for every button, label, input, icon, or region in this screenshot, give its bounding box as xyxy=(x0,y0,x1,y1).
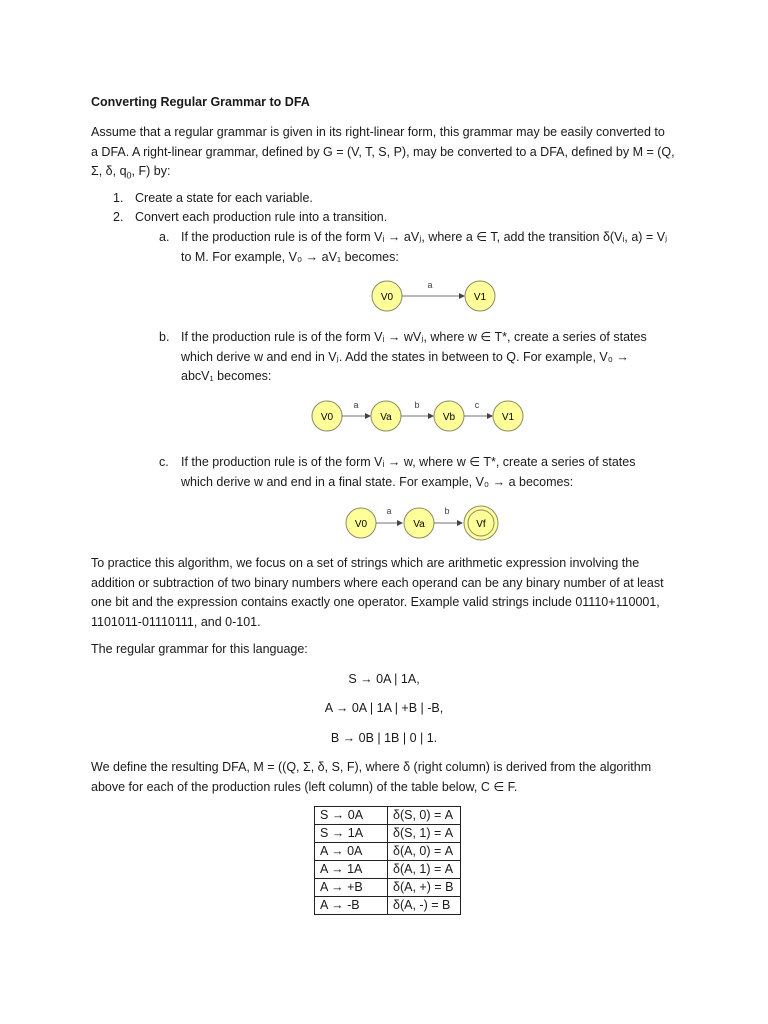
case-c: c. If the production rule is of the form Vᵢ → w, where w ∈ T*, create a series of states which derive w and end in a final state. For example, V₀ → a becomes: xyxy=(159,453,679,493)
document-title: Converting Regular Grammar to DFA xyxy=(91,95,310,109)
case-c-line-1: If the production rule is of the form Vᵢ → w, where w ∈ T*, create a series of states xyxy=(181,455,636,469)
arrow-head xyxy=(397,520,403,526)
grammar-intro: The regular grammar for this language: xyxy=(91,642,308,656)
arrow-head xyxy=(487,413,493,419)
state-label: V1 xyxy=(501,412,515,423)
state-label: V0 xyxy=(380,292,394,303)
transition-label: a xyxy=(427,280,433,290)
dfa-paragraph xyxy=(91,758,691,797)
dfa-line-2: above for each of the production rules (left column) of the table below, C ∈ F. xyxy=(91,779,518,794)
state-label: V0 xyxy=(320,412,334,423)
arrow-head xyxy=(457,520,463,526)
arrow-head xyxy=(428,413,434,419)
practice-line-1: To practice this algorithm, we focus on a set of strings which are arithmetic expression involving the xyxy=(91,556,640,570)
production-table xyxy=(314,806,461,915)
intro-line-3: Σ, δ, $q_0$, F) by: xyxy=(91,164,171,181)
transition-cell: δ(A, 1) = A xyxy=(388,861,461,879)
step-1: 1. Create a state for each variable. xyxy=(113,191,313,205)
case-a-line-1: If the production rule is of the form Vᵢ → aVⱼ, where a ∈ T, add the transition δ(Vᵢ, a) = Vⱼ xyxy=(181,230,668,244)
production-cell: A → -B xyxy=(315,897,388,915)
table-row xyxy=(315,843,461,861)
diagram-a xyxy=(360,276,510,316)
transition-label: b xyxy=(414,400,420,410)
state-label: V0 xyxy=(354,519,368,530)
table-row xyxy=(315,825,461,843)
practice-paragraph xyxy=(91,554,691,632)
transition-cell: δ(S, 1) = A xyxy=(388,825,461,843)
case-b-line-2: which derive w and end in Vⱼ. Add the states in between to Q. For example, V₀ → xyxy=(181,349,629,364)
intro-line-1: Assume that a regular grammar is given in its right-linear form, this grammar may be easily converted to xyxy=(91,125,665,139)
transition-label: a xyxy=(386,506,392,516)
case-b: b. If the production rule is of the form Vᵢ → wVⱼ, where w ∈ T*, create a series of states which derive w and end in Vⱼ. Add the states in between to Q. For example, V₀ → abcV₁ becomes: xyxy=(159,328,679,388)
arrow-head xyxy=(459,293,465,299)
case-a: a. If the production rule is of the form Vᵢ → aVⱼ, where a ∈ T, add the transition δ(Vᵢ, a) = Vⱼ to M. For example, V₀ → aV₁ becomes: xyxy=(159,228,679,268)
grammar-rule-s: S → 0A | 1A, xyxy=(348,672,420,686)
production-cell: A → 1A xyxy=(315,861,388,879)
case-b-line-3: abcV₁ becomes: xyxy=(181,369,272,383)
case-c-line-2: which derive w and end in a final state. For example, V₀ → a becomes: xyxy=(181,474,574,489)
transition-cell: δ(A, +) = B xyxy=(388,879,461,897)
case-a-line-2: to M. For example, V₀ → aV₁ becomes: xyxy=(181,249,399,264)
table-row xyxy=(315,807,461,825)
transition-cell: δ(S, 0) = A xyxy=(388,807,461,825)
state-label: Va xyxy=(413,519,425,530)
practice-line-3: one bit and the expression contains exactly one operator. Example valid strings include 01110+110001, xyxy=(91,595,660,609)
case-b-line-1: If the production rule is of the form Vᵢ → wVⱼ, where w ∈ T*, create a series of states xyxy=(181,330,647,344)
diagram-b xyxy=(305,396,535,436)
grammar-rule-a: A → 0A | 1A | +B | -B, xyxy=(324,701,444,715)
table-row xyxy=(315,861,461,879)
production-cell: S → 1A xyxy=(315,825,388,843)
state-label: Vf xyxy=(476,519,486,530)
production-cell: A → +B xyxy=(315,879,388,897)
practice-line-4: 1101011-01110111, and 0-101. xyxy=(91,614,261,629)
grammar-rule-b: B → 0B | 1B | 0 | 1. xyxy=(330,731,438,745)
transition-label: c xyxy=(474,400,480,410)
transition-label: a xyxy=(353,400,359,410)
intro-paragraph xyxy=(91,123,691,182)
transition-label: b xyxy=(444,506,450,516)
transition-cell: δ(A, -) = B xyxy=(388,897,461,915)
state-label: V1 xyxy=(473,292,487,303)
practice-line-2: addition or subtraction of two binary numbers where each operand can be any binary number of at least xyxy=(91,575,664,590)
dfa-line-1: We define the resulting DFA, M = ((Q, Σ, δ, S, F), where δ (right column) is derived from the algorithm xyxy=(91,760,652,774)
arrow-head xyxy=(365,413,371,419)
production-cell: S → 0A xyxy=(315,807,388,825)
state-label: Va xyxy=(380,412,392,423)
step-2: 2. Convert each production rule into a transition. xyxy=(113,210,388,224)
production-cell: A → 0A xyxy=(315,843,388,861)
intro-line-2: a DFA. A right-linear grammar, defined by G = (V, T, S, P), may be converted to a DFA, defined by M = (Q, xyxy=(91,144,675,159)
diagram-c xyxy=(339,502,509,544)
table-row xyxy=(315,879,461,897)
table-row xyxy=(315,897,461,915)
state-label: Vb xyxy=(442,412,456,423)
transition-cell: δ(A, 0) = A xyxy=(388,843,461,861)
